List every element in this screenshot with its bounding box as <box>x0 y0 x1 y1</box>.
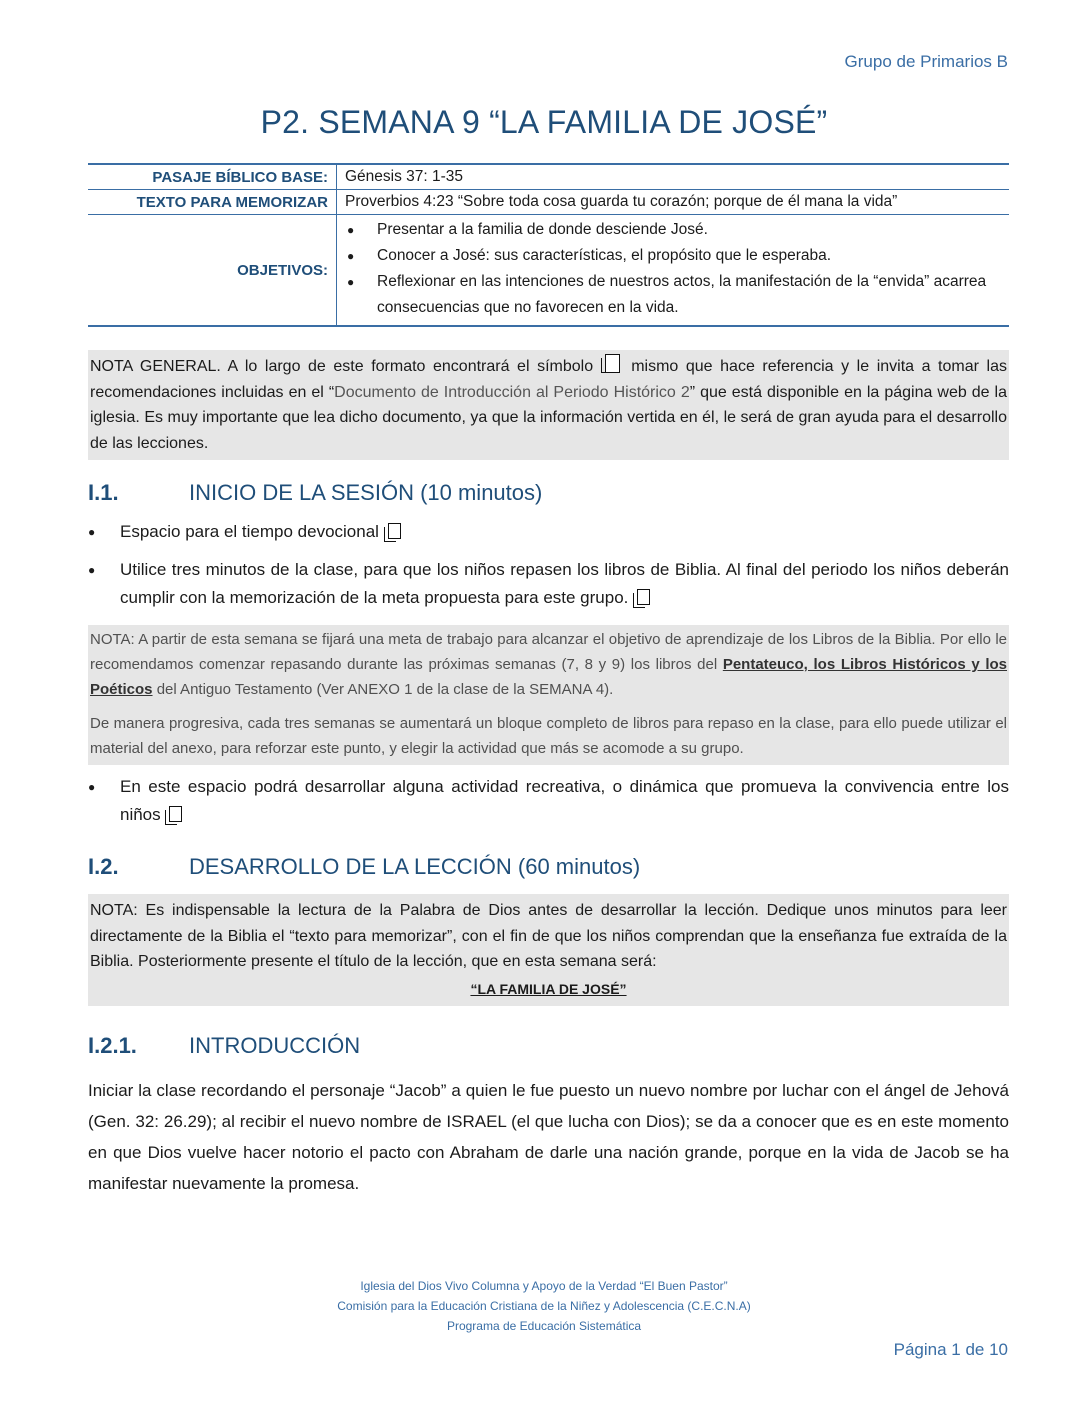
list-item: ● En este espacio podrá desarrollar alguna actividad recreativa, o dinámica que promueva la convivencia entre los niños <box>88 773 1009 829</box>
pasaje-value: Génesis 37: 1-35 <box>345 168 464 185</box>
row-objetivos <box>88 215 1009 327</box>
objetivo-item: ● Conocer a José: sus características, el propósito que le esperaba. <box>345 243 1001 269</box>
section1-bullets <box>88 518 1009 622</box>
texto-label: TEXTO PARA MEMORIZAR <box>88 190 337 215</box>
section-heading: I.2.1. INTRODUCCIÓN <box>88 1033 361 1058</box>
bullet-dot-icon: ● <box>88 525 96 539</box>
list-item: ● Espacio para el tiempo devocional <box>88 518 1009 546</box>
bullet-dot-icon: ● <box>347 249 355 263</box>
bullet-dot-icon: ● <box>347 275 355 289</box>
bullet-dot-icon: ● <box>88 780 96 794</box>
texto-value: Proverbios 4:23 “Sobre toda cosa guarda tu corazón; porque de él mana la vida” <box>345 193 898 210</box>
section-heading: I.1. INICIO DE LA SESIÓN (10 minutos) <box>88 480 543 505</box>
pasaje-label: PASAJE BÍBLICO BASE: <box>88 164 337 190</box>
objetivos-list <box>345 217 1001 321</box>
section1-bullets-extra <box>88 773 1009 839</box>
introduction-text: Iniciar la clase recordando el personaje “Jacob” a quien le fue puesto un nuevo nombre por luchar con el ángel de Jehová (Gen. 32: 26.29); al recibir el nuevo nombre de ISRAEL (el que lucha con Dios); se da a conocer que es en este momento en que Dios vuelve hacer notorio el pacto con Abraham de darle una nación grande, porque en la vida de Jacob se ha manifestar nuevamente la promesa. <box>88 1081 1009 1193</box>
section-heading: I.2. DESARROLLO DE LA LECCIÓN (60 minutos) <box>88 854 641 879</box>
bullet-dot-icon: ● <box>88 563 96 577</box>
row-texto <box>88 190 1009 215</box>
list-item: ● Utilice tres minutos de la clase, para que los niños repasen los libros de Biblia. Al final del periodo los niños deberán cumplir con la memorización de la meta propuesta para este grupo. <box>88 556 1009 612</box>
lesson-title: “LA FAMILIA DE JOSÉ” <box>470 980 627 997</box>
objetivos-label: OBJETIVOS: <box>88 215 337 327</box>
books-reference: Pentateuco, los Libros Históricos y los Poéticos <box>90 656 1008 698</box>
page-number: Página 1 de 10 <box>893 1340 1008 1359</box>
bullet-dot-icon: ● <box>347 223 355 237</box>
copy-icon <box>169 806 182 822</box>
copy-icon <box>388 523 401 539</box>
objetivo-item: ● Presentar a la familia de donde desciende José. <box>345 217 1001 243</box>
general-note: NOTA GENERAL. A lo largo de este formato encontrará el símbolo mismo que hace referencia y le invita a tomar las recomendaciones incluidas en el “Documento de Introducción al Periodo Histórico 2” que está disponible en la página web de la iglesia. Es muy importante que lea dicho documento, ya que la información vertida en él, le será de gran ayuda para el desarrollo de las lecciones. <box>88 350 1009 460</box>
lesson-info-table <box>88 163 1009 327</box>
page-title: P2. SEMANA 9 “LA FAMILIA DE JOSÉ” <box>260 104 828 140</box>
footer: Iglesia del Dios Vivo Columna y Apoyo de la Verdad “El Buen Pastor” Comisión para la Educación Cristiana de la Niñez y Adolescencia (C.E.C.N.A) Programa de Educación Sistemática <box>337 1279 751 1333</box>
row-pasaje <box>88 164 1009 190</box>
books-note: NOTA: A partir de esta semana se fijará una meta de trabajo para alcanzar el objetivo de aprendizaje de los Libros de la Biblia. Por ello le recomendamos comenzar repasando durante las próximas semanas (7, 8 y 9) los libros del Pentateuco, los Libros Históricos y los Poéticos del Antiguo Testamento (Ver ANEXO 1 de la clase de la SEMANA 4). De manera progresiva, cada tres semanas se aumentará un bloque completo de libros para repaso en la clase, para ello puede utilizar el material del anexo, para reforzar este punto, y elegir la actividad que más se acomode a su grupo. <box>88 625 1009 765</box>
copy-icon <box>637 589 650 605</box>
doc-reference: Documento de Introducción al Periodo Histórico 2 <box>334 383 690 401</box>
lesson-note: NOTA: Es indispensable la lectura de la Palabra de Dios antes de desarrollar la lección. Dedique unos minutos para leer directamente de la Biblia el “texto para memorizar”, con el fin de que los niños comprendan que la enseñanza fue extraída de la Biblia. Posteriormente presente el título de la lección, que en esta semana será: “LA FAMILIA DE JOSÉ” <box>88 894 1009 1006</box>
objetivo-item: ● Reflexionar en las intenciones de nuestros actos, la manifestación de la “envida” acarrea consecuencias que no favorecen en la vida. <box>345 269 1001 321</box>
copy-icon <box>605 354 620 373</box>
header-group-label: Grupo de Primarios B <box>844 52 1008 71</box>
